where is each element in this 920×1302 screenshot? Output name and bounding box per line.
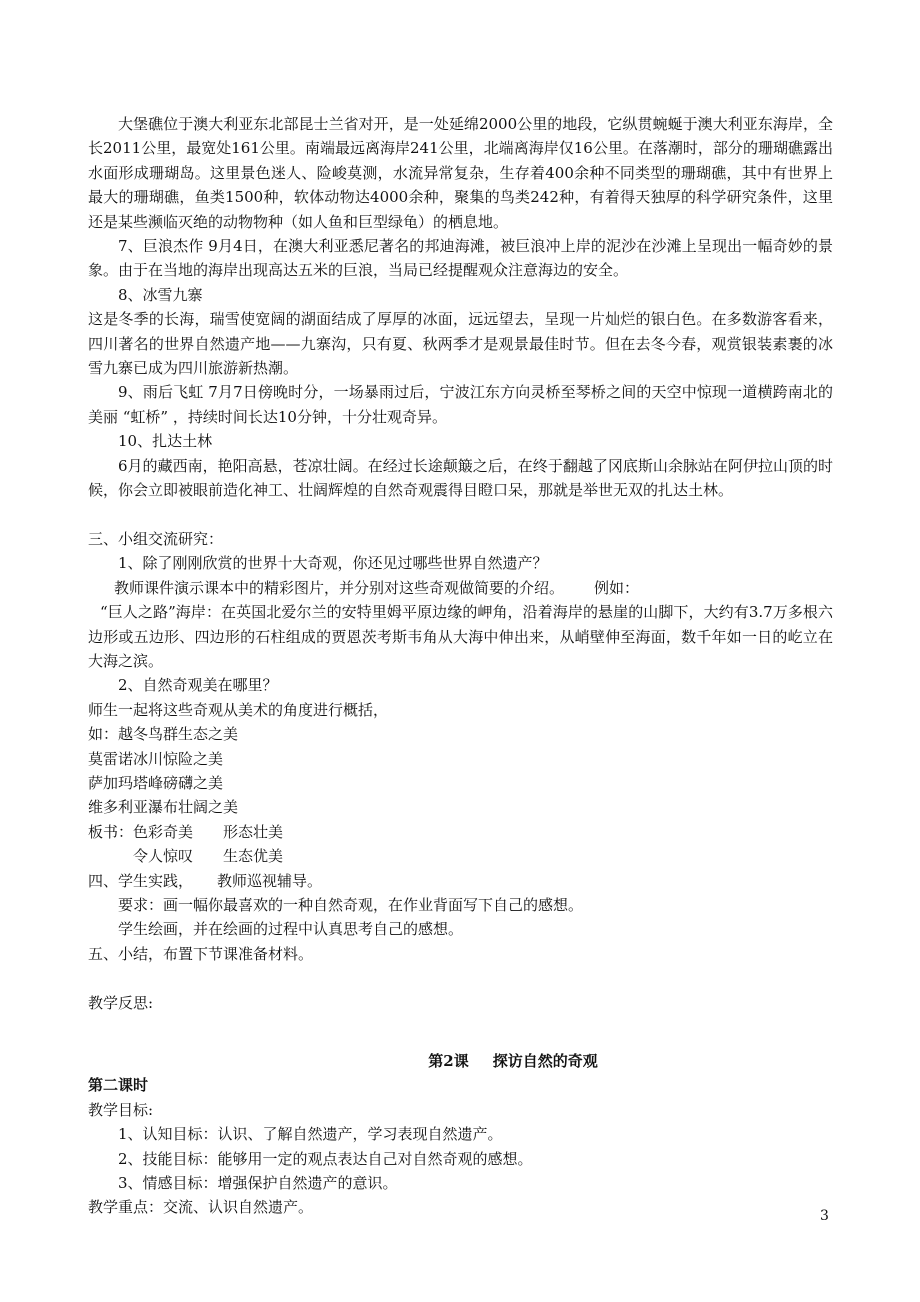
teacher-demo-text: 教师课件演示课本中的精彩图片，并分别对这些奇观做简要的介绍。 xyxy=(114,578,565,597)
teaching-focus: 教学重点：交流、认识自然遗产。 xyxy=(88,1198,314,1217)
teaching-goals-heading: 教学目标: xyxy=(88,1100,154,1119)
example-moreno-glacier: 莫雷诺冰川惊险之美 xyxy=(88,749,224,768)
paragraph-giants-causeway: “巨人之路”海岸：在英国北爱尔兰的安特里姆平原边缘的岬角，沿着海岸的悬崖的山脚下，大约有3.7万多根六边形或五边形、四边形的石柱组成的贾恩茨考斯韦角从大海中伸出来，从峭壁伸至海面，数千年如一日的屹立在大海之滨。 xyxy=(88,603,833,670)
assignment-requirement: 要求：画一幅你最喜欢的一种自然奇观，在作业背面写下自己的感想。 xyxy=(118,895,584,914)
question-one: 1、除了刚刚欣赏的世界十大奇观，你还见过哪些世界自然遗产？ xyxy=(118,554,548,573)
lesson-title xyxy=(88,1049,833,1073)
paragraph-zanda-forest: 6月的藏西南，艳阳高悬，苍凉壮阔。在经过长途颠簸之后，在终于翻越了冈底斯山余脉站在阿伊拉山顶的时候，你会立即被眼前造化神工、壮阔辉煌的自然奇观震得目瞪口呆，那就是举世无双的扎达土林。 xyxy=(88,456,833,500)
blackboard-row-two xyxy=(88,844,833,868)
blackboard-row-one xyxy=(88,820,833,844)
summary-intro: 师生一起将这些奇观从美术的角度进行概括， xyxy=(88,700,389,719)
section-three-heading: 三、小组交流研究： xyxy=(88,529,224,548)
goal-cognitive: 1、认知目标：认识、了解自然遗产，学习表现自然遗产。 xyxy=(118,1125,503,1144)
example-victoria-falls: 维多利亚瀑布壮阔之美 xyxy=(88,798,239,817)
paragraph-snow-jiuzhai: 这是冬季的长海，瑞雪使宽阔的湖面结成了厚厚的冰面，远远望去，呈现一片灿烂的银白色。在多数游客看来，四川著名的世界自然遗产地——九寨沟，只有夏、秋两季才是观景最佳时节。但在去冬今春，观赏银装素裹的冰雪九寨已成为四川旅游新热潮。 xyxy=(88,310,833,378)
question-two: 2、自然奇观美在哪里？ xyxy=(118,676,278,695)
spacer xyxy=(88,966,833,990)
spacer xyxy=(88,1015,833,1049)
paragraph-rainbow: 9、雨后飞虹 7月7日傍晚时分，一场暴雨过后，宁波江东方向灵桥至琴桥之间的天空中惊现一道横跨南北的美丽 “虹桥” ，持续时间长达10分钟，十分壮观奇异。 xyxy=(88,383,833,426)
heading-snow-jiuzhai: 8、冰雪九寨 xyxy=(118,285,203,304)
period-heading: 第二课时 xyxy=(88,1076,149,1095)
goal-emotion: 3、情感目标：增强保护自然遗产的意识。 xyxy=(118,1174,398,1193)
goal-skill: 2、技能目标：能够用一定的观点表达自己对自然奇观的感想。 xyxy=(118,1149,533,1168)
blackboard-item-amazing: 令人惊叹 xyxy=(133,847,194,866)
blackboard-item-ecology: 生态优美 xyxy=(223,847,284,866)
heading-zanda-forest: 10、扎达土林 xyxy=(118,432,213,451)
spacer xyxy=(88,503,833,527)
teaching-reflection: 教学反思: xyxy=(88,993,154,1012)
blackboard-item-color: 色彩奇美 xyxy=(133,822,194,841)
blackboard-item-form: 形态壮美 xyxy=(223,822,284,841)
lesson-name: 探访自然的奇观 xyxy=(492,1052,598,1070)
paragraph-great-barrier-reef: 大堡礁位于澳大利亚东北部昆士兰省对开，是一处延绵2000公里的地段，它纵贯蜿蜒于澳大利亚东海岸，全长2011公里，最宽处161公里。南端最远离海岸241公里，北端离海岸仅16公里。在落潮时，部分的珊瑚礁露出水面形成珊瑚岛。这里景色迷人、险峻莫测，水流异常复杂，生存着400余种不同类型的珊瑚礁，其中有世界上最大的珊瑚礁，鱼类1500种，软体动物达4000余种，聚集的鸟类242种，有着得天独厚的科学研究条件，这里还是某些濒临灭绝的动物物种（如人鱼和巨型绿龟）的栖息地。 xyxy=(88,115,833,231)
page-number: 3 xyxy=(820,1208,829,1224)
lesson-number: 第2课 xyxy=(428,1052,469,1070)
student-drawing: 学生绘画，并在绘画的过程中认真思考自己的感想。 xyxy=(118,920,464,939)
section-five-heading: 五、小结，布置下节课准备材料。 xyxy=(88,944,314,963)
paragraph-giant-wave: 7、巨浪杰作 9月4日，在澳大利亚悉尼著名的邦迪海滩，被巨浪冲上岸的泥沙在沙滩上呈现出一幅奇妙的景象。由于在当地的海岸出现高达五米的巨浪，当局已经提醒观众注意海边的安全。 xyxy=(88,237,833,280)
example-label: 例如： xyxy=(594,578,640,597)
example-sagarmatha: 萨加玛塔峰磅礴之美 xyxy=(88,773,224,792)
section-four-part-a: 四、学生实践， xyxy=(88,871,194,890)
document-body xyxy=(88,112,833,1220)
section-four-part-b: 教师巡视辅导。 xyxy=(217,871,323,890)
teacher-demo-line xyxy=(88,576,833,600)
example-bird-flocks: 如：越冬鸟群生态之美 xyxy=(88,725,239,744)
blackboard-label: 板书： xyxy=(88,822,134,841)
section-four-heading xyxy=(88,869,833,893)
